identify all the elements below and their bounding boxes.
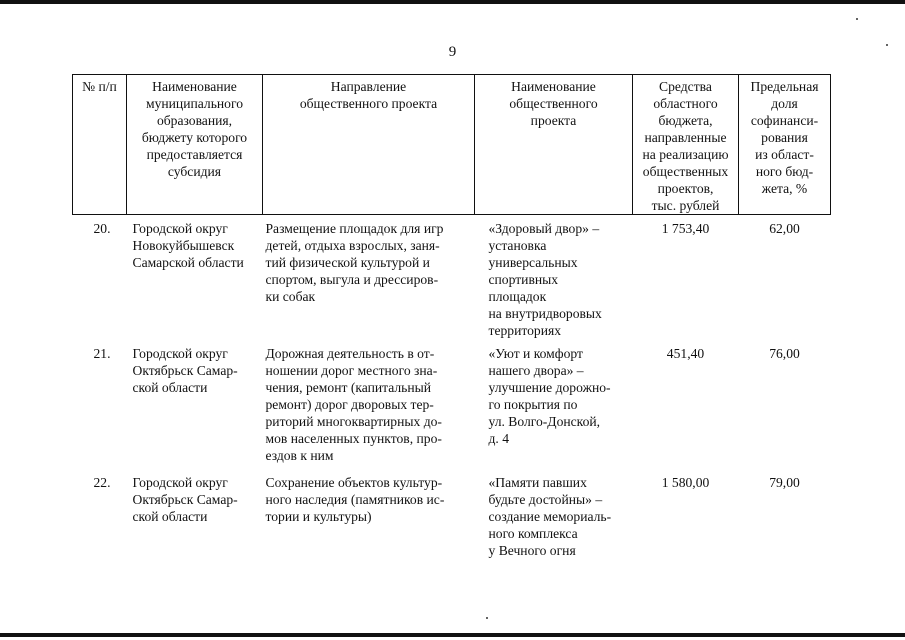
cell-line: ездов к ним — [265, 448, 334, 463]
row-funds: 1 580,00 — [661, 475, 710, 490]
row-funds: 1 753,40 — [661, 221, 710, 236]
cell-line: ремонт) дорог дворовых тер- — [265, 397, 434, 412]
cell-line: ской области — [132, 380, 208, 395]
header-line: проекта — [530, 113, 577, 128]
cell-line: на внутридворовых — [488, 306, 602, 321]
header-line: Наименование — [511, 79, 596, 94]
table-header-row — [73, 75, 831, 215]
header-direction — [263, 75, 475, 215]
cell-line: установка — [488, 238, 547, 253]
header-line: направленные — [644, 130, 727, 145]
header-line: доля — [771, 96, 798, 111]
header-line: тыс. рублей — [651, 198, 720, 213]
header-line: проектов, — [657, 181, 714, 196]
header-line: Средства — [659, 79, 712, 94]
cell-line: ул. Волго-Донской, — [488, 414, 601, 429]
row-municipality — [127, 215, 263, 341]
table-row — [73, 469, 831, 574]
header-line: общественных — [642, 164, 729, 179]
header-line: областного — [653, 96, 718, 111]
cell-line: д. 4 — [488, 431, 510, 446]
cell-line: Самарской области — [132, 255, 244, 270]
row-number: 21. — [93, 346, 111, 361]
header-number — [73, 75, 127, 215]
cell-line: создание мемориаль- — [488, 509, 612, 524]
cell-line: у Вечного огня — [488, 543, 576, 558]
row-project-name — [475, 469, 633, 574]
cell-line: универсальных — [488, 255, 578, 270]
cell-line: риторий многоквартирных до- — [265, 414, 442, 429]
cell-line: ного комплекса — [488, 526, 578, 541]
cell-line: Дорожная деятельность в от- — [265, 346, 435, 361]
header-line: № п/п — [82, 79, 117, 94]
header-line: Предельная — [750, 79, 819, 94]
cell-line: спортом, выгула и дрессиров- — [265, 272, 439, 287]
cell-line: детей, отдыха взрослых, заня- — [265, 238, 440, 253]
header-line: софинанси- — [750, 113, 819, 128]
cell-line: улучшение дорожно- — [488, 380, 611, 395]
header-line: Направление — [330, 79, 407, 94]
header-line: предоставляется — [146, 147, 243, 162]
scan-speck — [856, 18, 858, 20]
page-number: 9 — [448, 44, 457, 60]
cell-line: Сохранение объектов культур- — [265, 475, 443, 490]
header-line: общественного — [509, 96, 598, 111]
cell-line: Октябрьск Самар- — [132, 492, 238, 507]
row-municipality — [127, 469, 263, 574]
row-project-name — [475, 215, 633, 341]
cell-line: «Уют и комфорт — [488, 346, 583, 361]
cell-line: Городской округ — [132, 221, 228, 236]
cell-line: го покрытия по — [488, 397, 578, 412]
cell-line: Новокуйбышевск — [132, 238, 235, 253]
cell-line: территориях — [488, 323, 562, 338]
row-share: 62,00 — [769, 221, 800, 236]
header-line: жета, % — [761, 181, 808, 196]
table-row — [73, 340, 831, 469]
header-line: на реализацию — [642, 147, 729, 162]
header-line: образования, — [156, 113, 233, 128]
header-line: рования — [761, 130, 808, 145]
header-line: субсидия — [167, 164, 222, 179]
header-project-name — [475, 75, 633, 215]
cell-line: Городской округ — [132, 475, 228, 490]
row-project-name — [475, 340, 633, 469]
row-number: 20. — [93, 221, 111, 236]
table-row — [73, 215, 831, 341]
cell-line: нашего двора» – — [488, 363, 584, 378]
cell-line: Октябрьск Самар- — [132, 363, 238, 378]
scan-speck — [486, 617, 488, 619]
row-municipality — [127, 340, 263, 469]
header-line: Наименование — [152, 79, 237, 94]
cell-line: Городской округ — [132, 346, 228, 361]
subsidy-table — [72, 74, 831, 574]
scan-edge-top — [0, 0, 905, 4]
header-line: ного бюд- — [755, 164, 814, 179]
cell-line: «Памяти павших — [488, 475, 587, 490]
row-funds: 451,40 — [666, 346, 705, 361]
row-direction — [263, 340, 475, 469]
cell-line: тий физической культурой и — [265, 255, 430, 270]
header-line: бюджету которого — [141, 130, 248, 145]
cell-line: спортивных — [488, 272, 559, 287]
header-funds — [633, 75, 739, 215]
cell-line: ки собак — [265, 289, 316, 304]
cell-line: площадок — [488, 289, 547, 304]
cell-line: Размещение площадок для игр — [265, 221, 444, 236]
cell-line: чения, ремонт (капитальный — [265, 380, 432, 395]
cell-line: ного наследия (памятников ис- — [265, 492, 445, 507]
header-line: общественного проекта — [299, 96, 438, 111]
cell-line: мов населенных пунктов, про- — [265, 431, 442, 446]
cell-line: ношении дорог местного зна- — [265, 363, 438, 378]
header-line: муниципального — [145, 96, 243, 111]
row-number: 22. — [93, 475, 111, 490]
header-share — [739, 75, 831, 215]
header-municipality — [127, 75, 263, 215]
row-direction — [263, 215, 475, 341]
cell-line: «Здоровый двор» – — [488, 221, 600, 236]
cell-line: тории и культуры) — [265, 509, 372, 524]
header-line: бюджета, — [658, 113, 713, 128]
row-share: 79,00 — [769, 475, 800, 490]
header-line: из област- — [755, 147, 814, 162]
row-share: 76,00 — [769, 346, 800, 361]
row-direction — [263, 469, 475, 574]
scan-edge-bottom — [0, 633, 905, 637]
cell-line: ской области — [132, 509, 208, 524]
cell-line: будьте достойны» – — [488, 492, 603, 507]
